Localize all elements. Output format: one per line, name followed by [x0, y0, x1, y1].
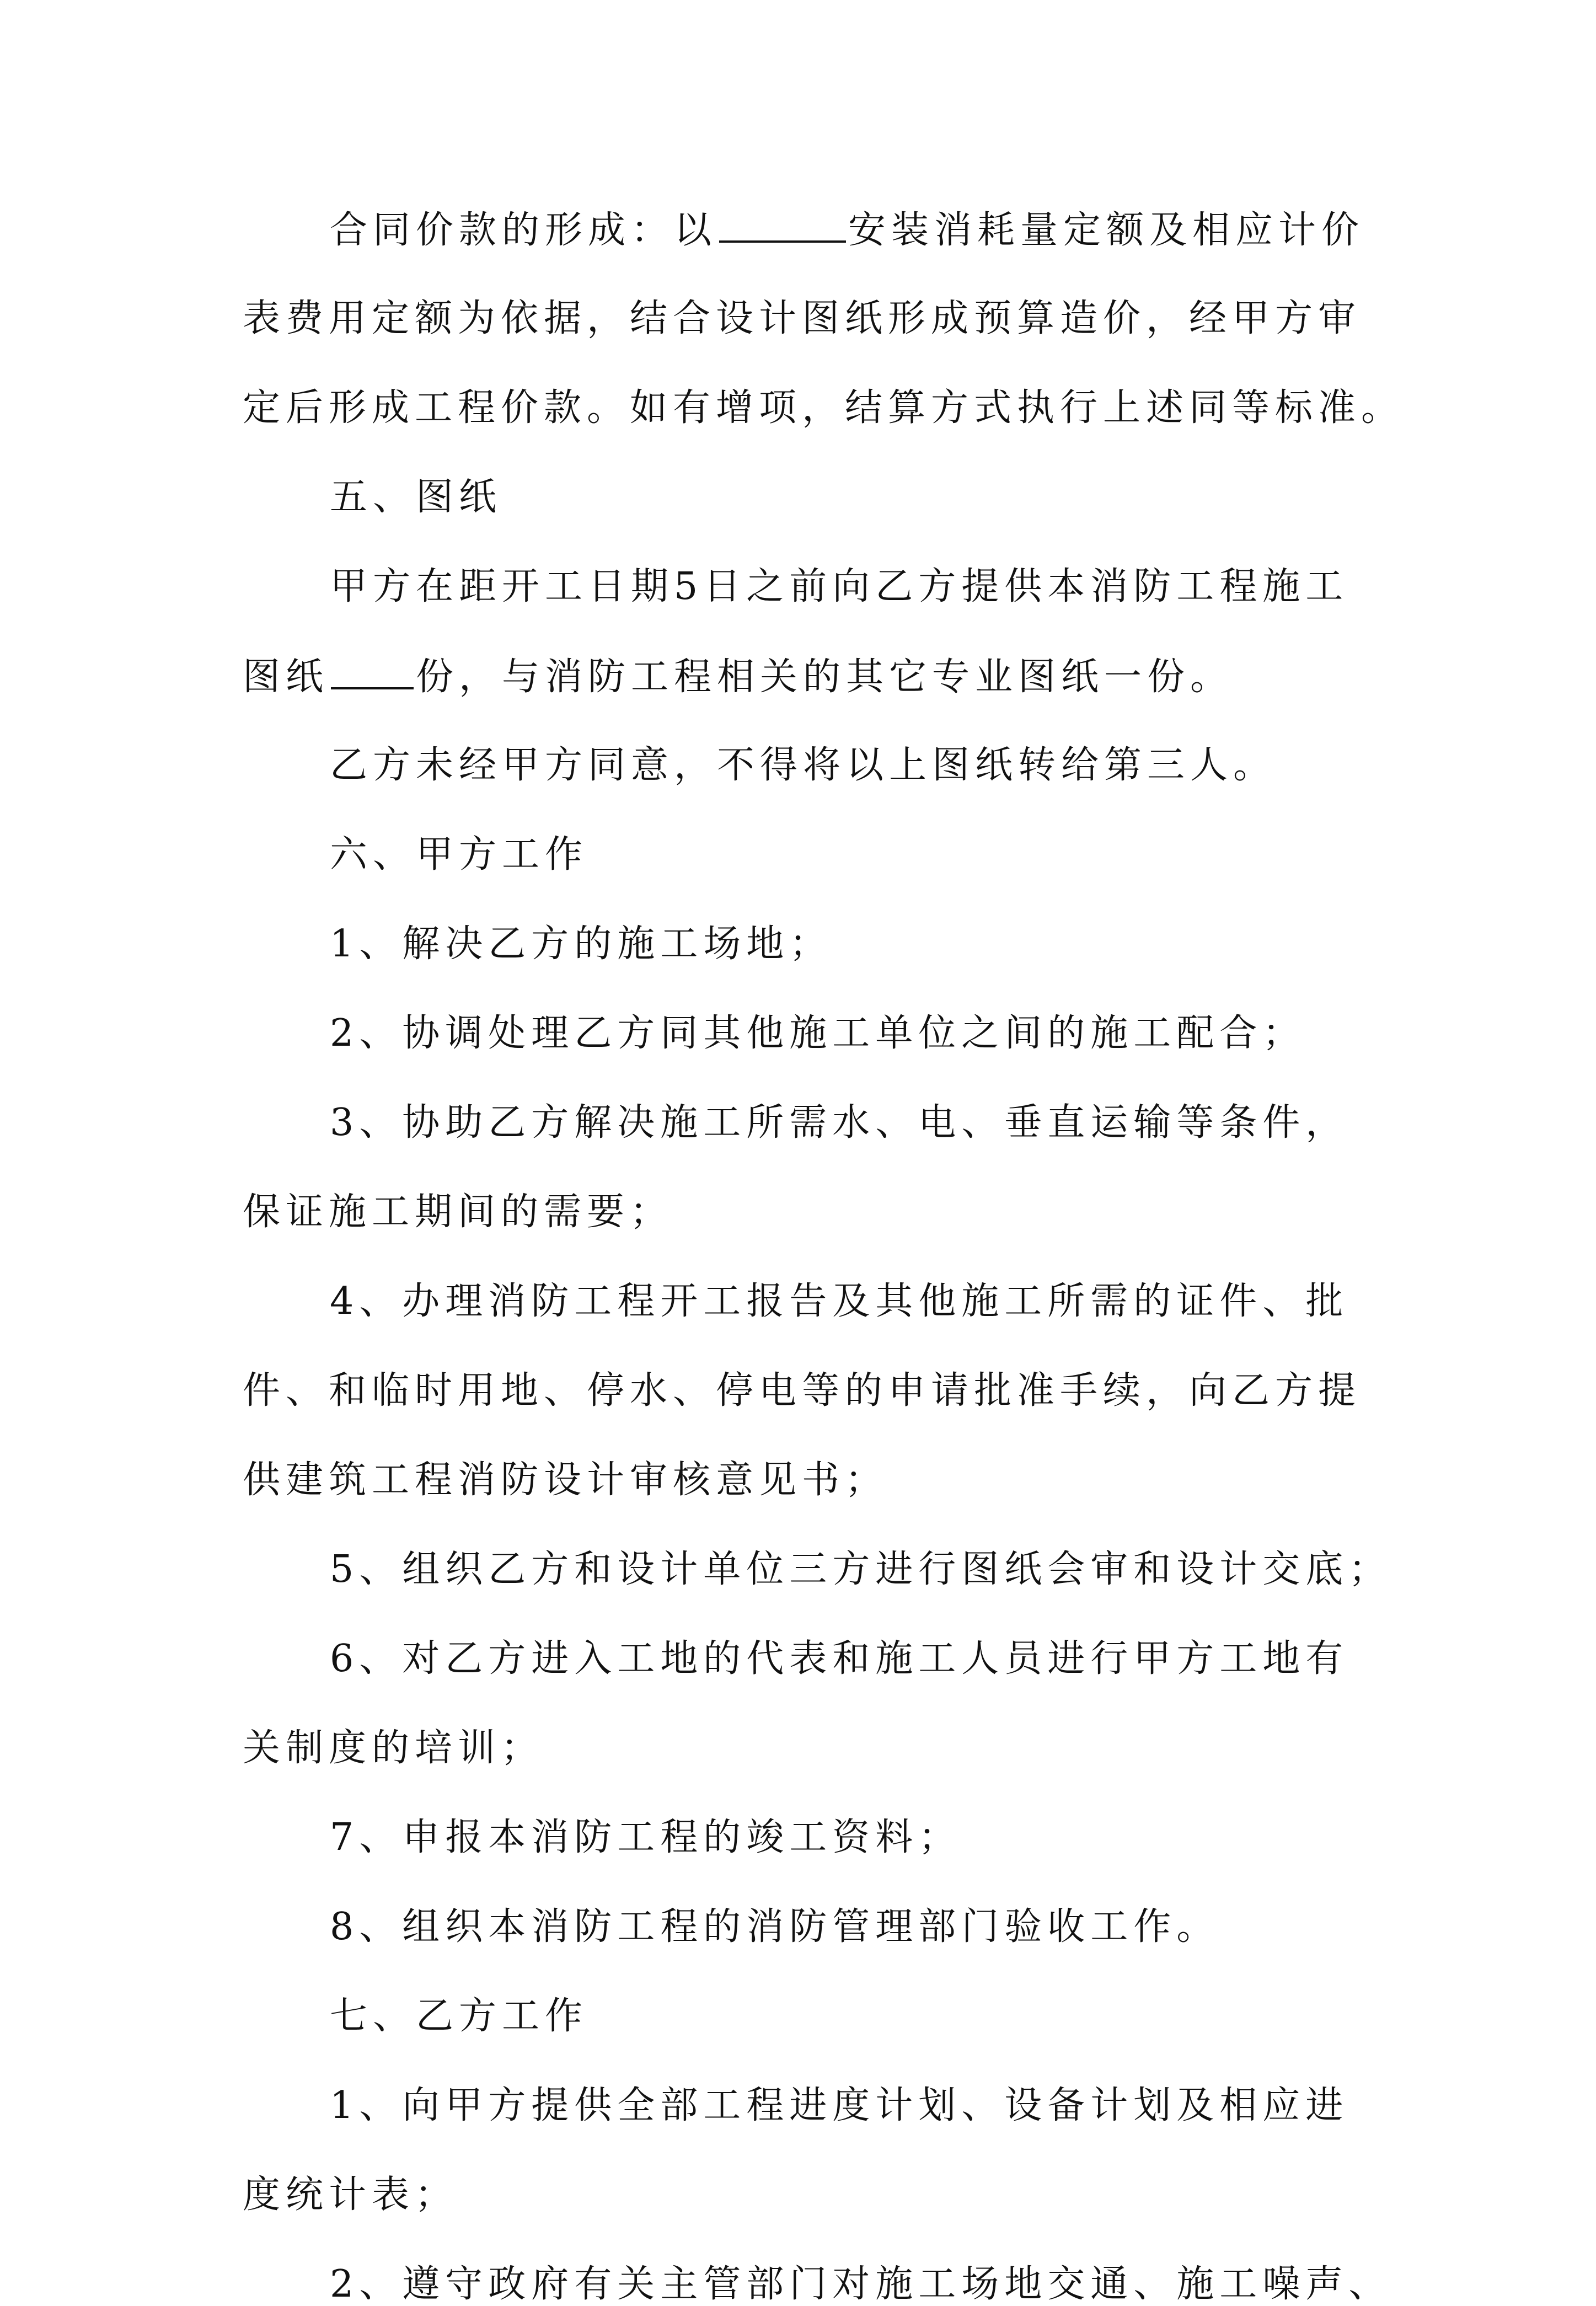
paragraph-line: 甲方在距开工日期5日之前向乙方提供本消防工程施工: [330, 565, 1349, 608]
list-item: 6、对乙方进入工地的代表和施工人员进行甲方工地有: [330, 1637, 1349, 1681]
paragraph-line: [330, 208, 1365, 252]
paragraph-line: 表费用定额为依据，结合设计图纸形成预算造价，经甲方审: [243, 297, 1362, 340]
section-heading: 六、甲方工作: [330, 833, 588, 876]
list-item: 8、组织本消防工程的消防管理部门验收工作。: [330, 1905, 1220, 1949]
text-segment: 安装消耗量定额及相应计价: [848, 208, 1365, 252]
paragraph-line: [243, 655, 1234, 699]
list-item: 5、组织乙方和设计单位三方进行图纸会审和设计交底；: [330, 1548, 1392, 1591]
list-item: 2、协调处理乙方同其他施工单位之间的施工配合；: [330, 1012, 1306, 1055]
list-item-continuation: 度统计表；: [243, 2173, 458, 2217]
text-segment: 合同价款的形成：以: [330, 208, 717, 252]
list-item: 1、解决乙方的施工场地；: [330, 922, 833, 966]
list-item: 4、办理消防工程开工报告及其他施工所需的证件、批: [330, 1280, 1349, 1323]
fill-in-blank: [719, 210, 846, 243]
text-segment: 图纸: [243, 655, 329, 699]
list-item-continuation: 供建筑工程消防设计审核意见书；: [243, 1458, 888, 1502]
list-item-continuation: 关制度的培训；: [243, 1726, 544, 1770]
text-segment: 份，与消防工程相关的其它专业图纸一份。: [416, 655, 1234, 699]
list-item: 7、申报本消防工程的竣工资料；: [330, 1816, 962, 1859]
list-item: 3、协助乙方解决施工所需水、电、垂直运输等条件，: [330, 1101, 1349, 1144]
fill-in-blank: [331, 656, 414, 689]
section-heading: 五、图纸: [330, 475, 502, 519]
paragraph-line: 定后形成工程价款。如有增项，结算方式执行上述同等标准。: [243, 386, 1405, 430]
list-item: 1、向甲方提供全部工程进度计划、设备计划及相应进: [330, 2084, 1349, 2127]
section-heading: 七、乙方工作: [330, 1994, 588, 2038]
paragraph-line: 乙方未经甲方同意，不得将以上图纸转给第三人。: [330, 743, 1277, 787]
list-item: 2、遵守政府有关主管部门对施工场地交通、施工噪声、: [330, 2262, 1392, 2306]
list-item-continuation: 件、和临时用地、停水、停电等的申请批准手续，向乙方提: [243, 1369, 1362, 1413]
list-item-continuation: 保证施工期间的需要；: [243, 1190, 673, 1234]
